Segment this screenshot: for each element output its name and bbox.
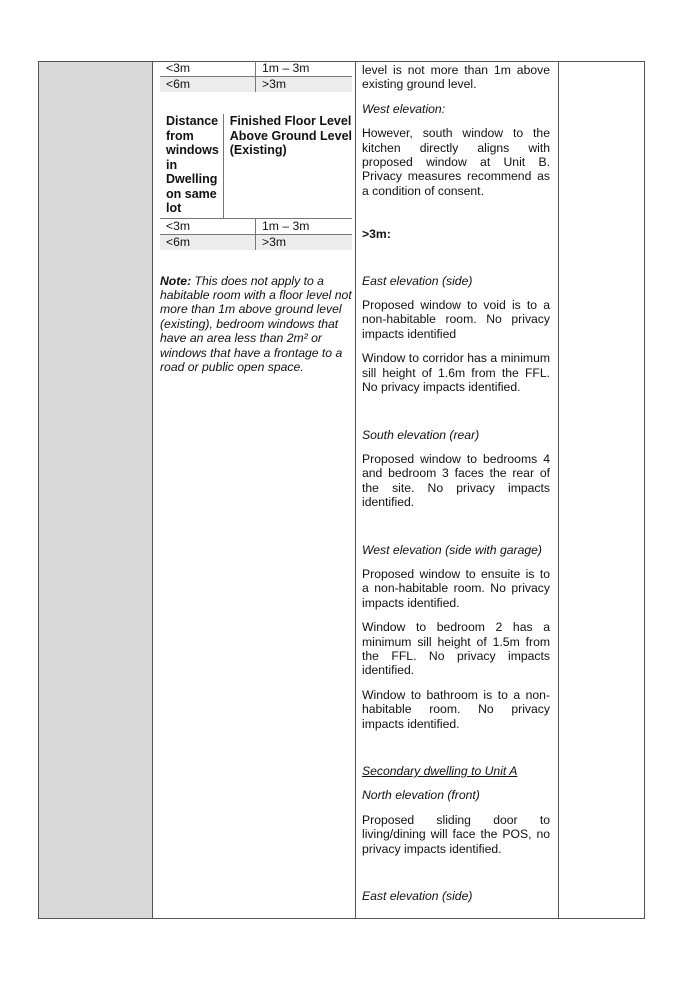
ffl-cell: 1m – 3m [262, 61, 310, 75]
table-row [160, 235, 352, 250]
distance-cell: <3m [160, 219, 256, 234]
assessment-paragraph: However, south window to the kitchen directly aligns with proposed window at Unit B. Privacy measures recommend as a condition of consent. [362, 126, 550, 198]
note-paragraph [160, 274, 352, 375]
header-ffl: Finished Floor Level Above Ground Level (Existing) [229, 114, 353, 157]
assessment-paragraph: Proposed sliding door to living/dining will face the POS, no privacy impacts identified. [362, 812, 550, 856]
east-elevation-heading: East elevation (side) [362, 273, 473, 288]
assessment-paragraph: level is not more than 1m above existing ground level. [362, 63, 550, 92]
table-row [160, 61, 352, 77]
assessment-paragraph: Window to corridor has a minimum sill height of 1.6m from the FFL. No privacy impacts identified. [362, 351, 550, 395]
distance-cell: <6m [160, 235, 256, 250]
west-elevation-garage-heading: West elevation (side with garage) [362, 542, 542, 557]
standard-column [160, 61, 352, 374]
column-divider [355, 62, 356, 918]
table-row [160, 219, 352, 235]
distance-cell: <6m [160, 77, 256, 92]
east-elevation-heading: East elevation (side) [362, 889, 473, 904]
assessment-paragraph: Window to bathroom is to a non-habitable room. No privacy impacts identified. [362, 687, 550, 731]
assessment-column [362, 61, 550, 903]
greater-3m-heading: >3m: [362, 227, 391, 242]
note-text: This does not apply to a habitable room with a floor level not more than 1m above ground level (existing), bedroom windows that have an area less than 2m² or windows that have a frontage to a road or public open space. [160, 273, 352, 374]
assessment-paragraph: Window to bedroom 2 has a minimum sill height of 1.5m from the FFL. No privacy impacts identified. [362, 620, 550, 678]
secondary-dwelling-heading: Secondary dwelling to Unit A [362, 764, 518, 778]
north-elevation-heading: North elevation (front) [362, 788, 480, 803]
grey-label-column [39, 62, 153, 918]
assessment-paragraph: Proposed window to void is to a non-habitable room. No privacy impacts identified [362, 298, 550, 341]
south-elevation-heading: South elevation (rear) [362, 427, 480, 442]
assessment-paragraph: Proposed window to ensuite is to a non-habitable room. No privacy impacts identified. [362, 566, 550, 610]
mini-table-header [160, 114, 352, 219]
note-label: Note: [160, 273, 192, 288]
column-divider [558, 62, 559, 918]
assessment-paragraph: Proposed window to bedrooms 4 and bedroom 3 faces the rear of the site. No privacy impacts identified. [362, 451, 550, 510]
ffl-cell: 1m – 3m [262, 218, 310, 233]
table-row [160, 77, 352, 92]
header-distance: Distance from windows in Dwelling on same lot [160, 114, 224, 218]
ffl-cell: >3m [262, 77, 287, 91]
distance-cell: <3m [160, 61, 256, 76]
west-elevation-heading: West elevation: [362, 101, 446, 116]
ffl-cell: >3m [262, 234, 287, 249]
